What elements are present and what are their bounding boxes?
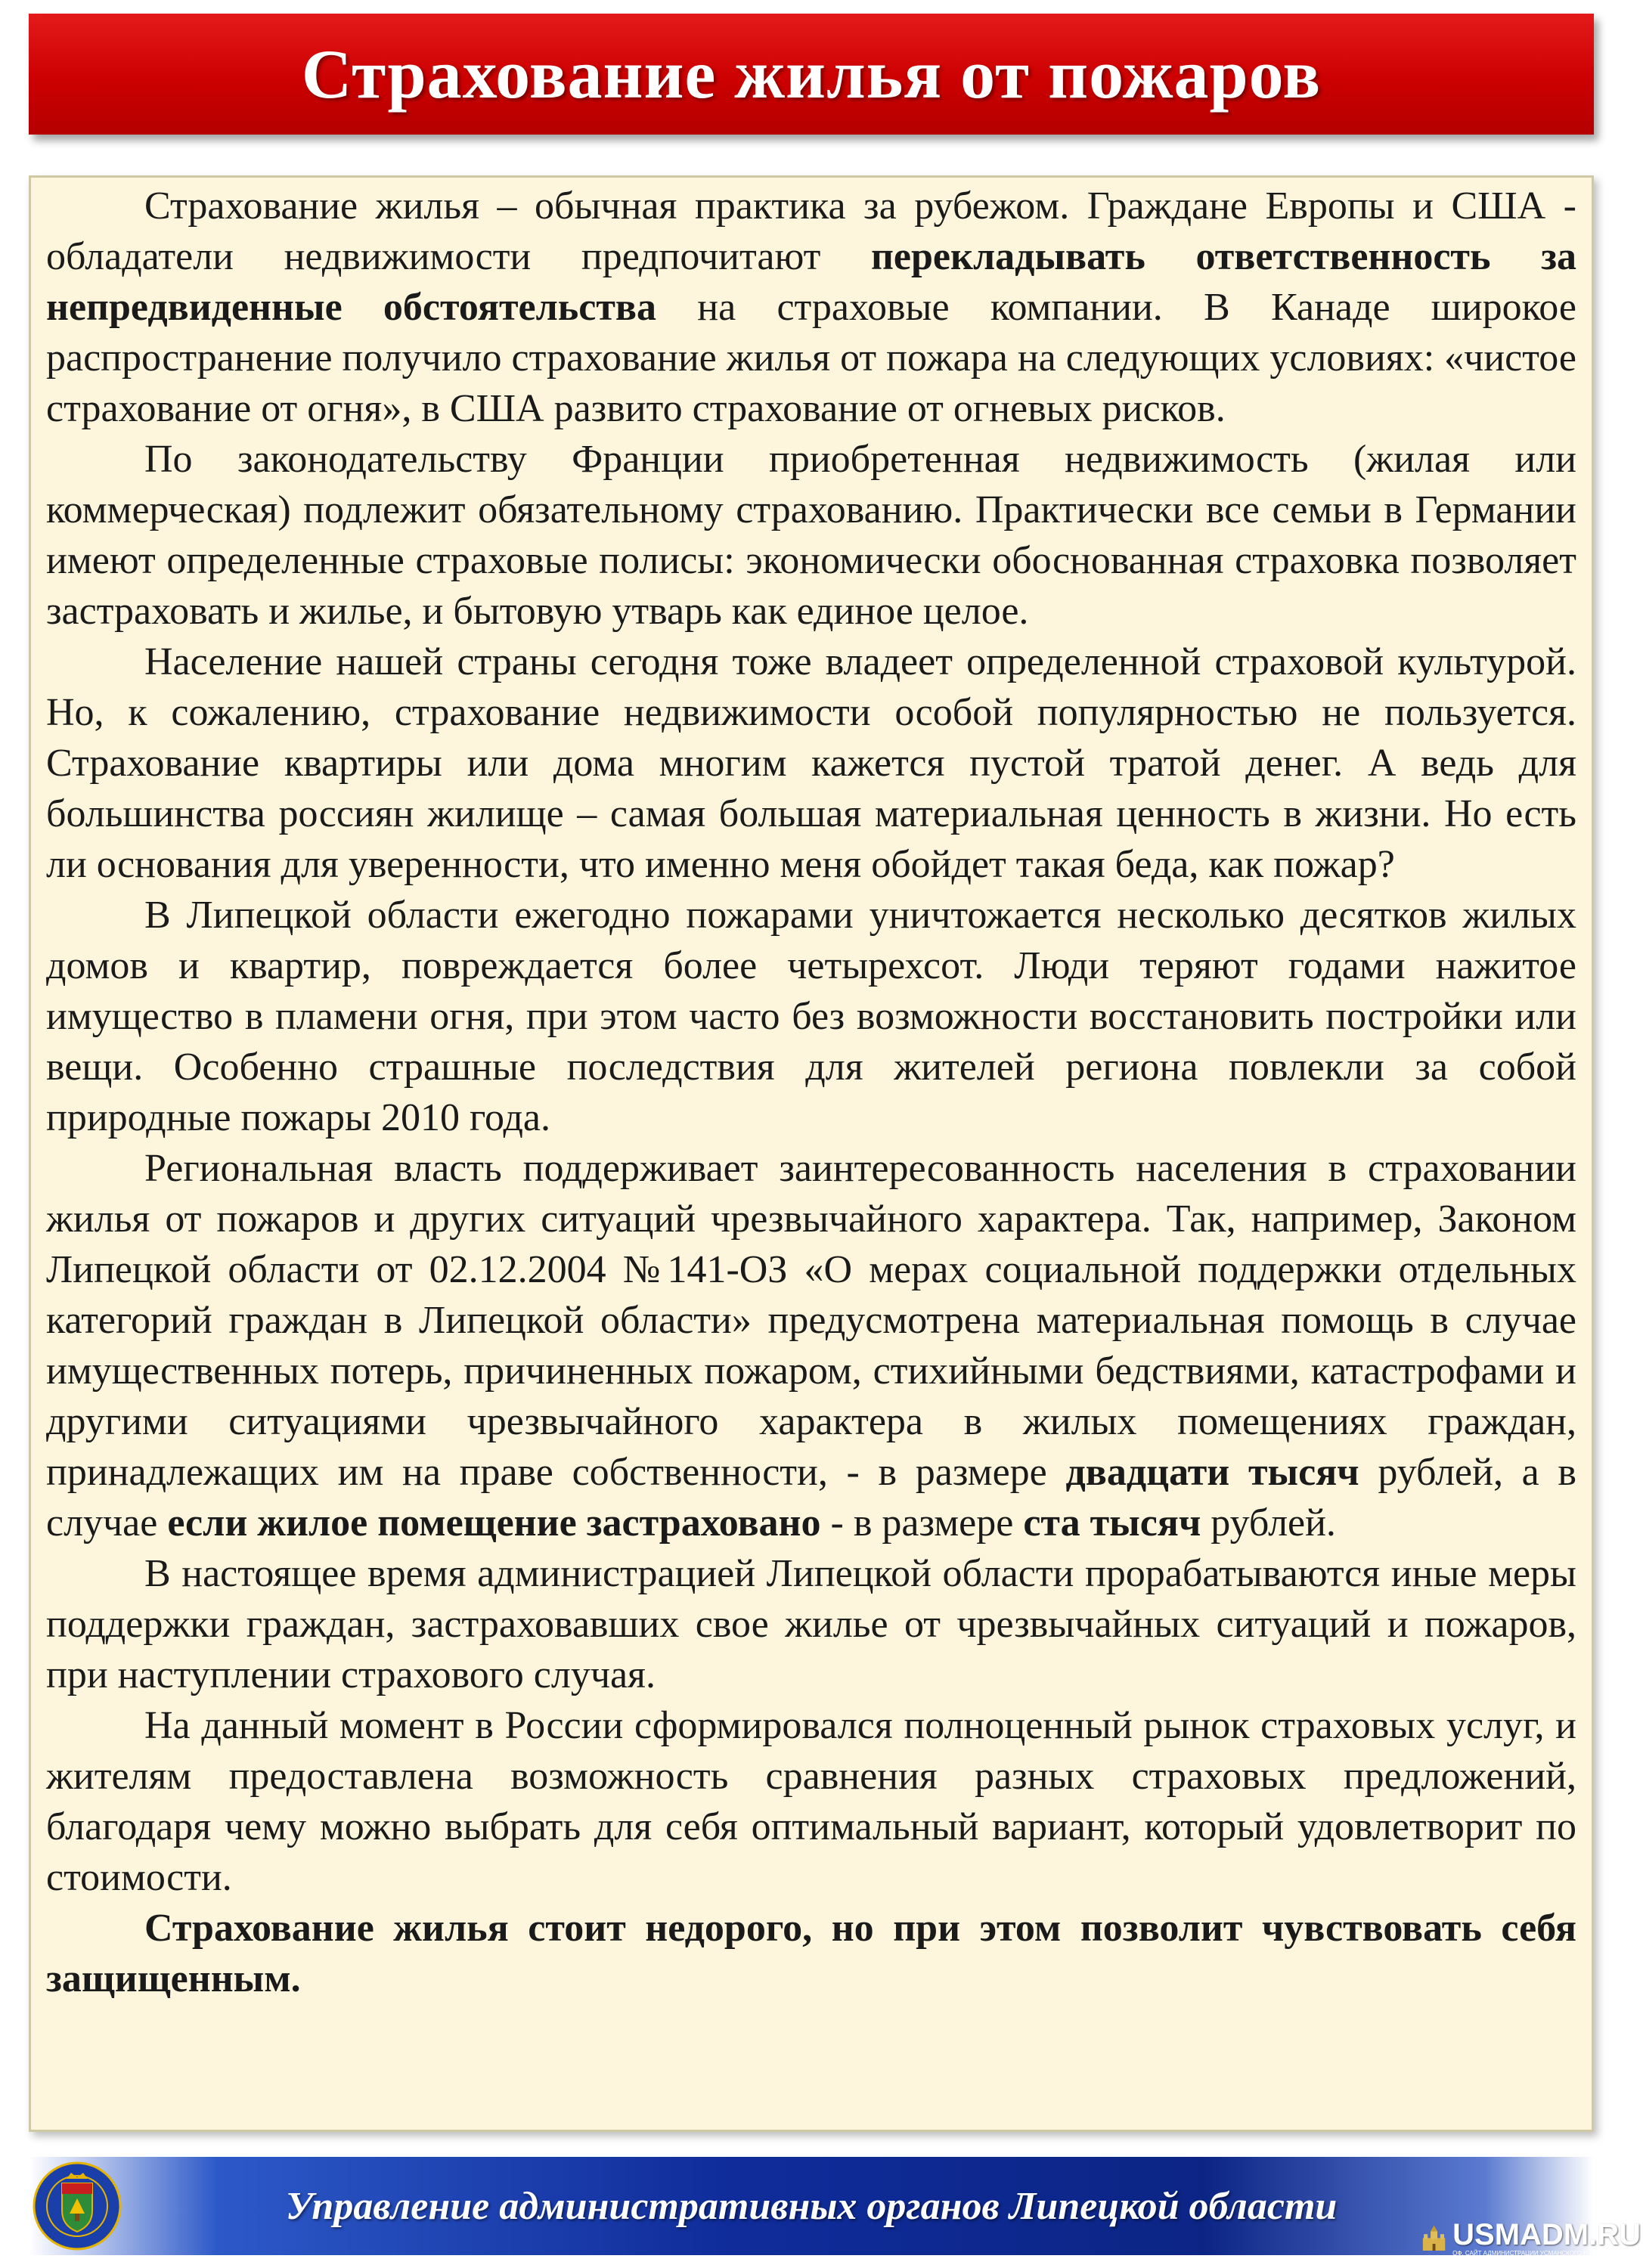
title-banner — [29, 14, 1594, 135]
article-body — [29, 175, 1594, 2132]
paragraph — [46, 637, 1576, 890]
footer-banner — [29, 2157, 1594, 2255]
emphasis-text: если жилое помещение застраховано — [167, 1501, 821, 1545]
body-text: По законодательству Франции приобретенная недвижимость (жилая или коммерческая) подлежит обязательному страхованию. Практически все семьи в Германии имеют определенные страховые полисы: экономически обоснованная страховка позволяет застраховать и жилье, и бытовую утварь как единое целое. — [46, 438, 1576, 633]
paragraph — [46, 890, 1576, 1143]
emphasis-text: перекладывать ответственность за непредвиденные обстоятельства — [46, 235, 1576, 329]
paragraph — [46, 181, 1576, 434]
emphasis-text: ста тысяч — [1023, 1501, 1201, 1545]
body-text: рублей, а в случае — [46, 1451, 1576, 1545]
footer-org-name: Управление административных органов Липецкой области — [285, 2184, 1338, 2228]
body-text: на страховые компании. В Канаде широкое распространение получило страхование жилья от пожара на следующих условиях: «чистое страхование от огня», в США развито страхование от огневых рисков. — [46, 286, 1576, 430]
body-text: рублей. — [1201, 1501, 1336, 1545]
body-text: В Липецкой области ежегодно пожарами уничтожается несколько десятков жилых домов и квартир, повреждается более четырехсот. Люди теряют годами нажитое имущество в пламени огня, при этом часто без возможности восстановить постройки или вещи. Особенно страшные последствия для жителей региона повлекли за собой природные пожары 2010 года. — [46, 894, 1576, 1139]
site-watermark — [1420, 2214, 1641, 2263]
paragraph — [46, 1903, 1576, 2004]
body-text: Региональная власть поддерживает заинтересованность населения в страховании жилья от пожаров и других ситуаций чрезвычайного характера. Так, например, Законом Липецкой области от 02.12.2004 №141-ОЗ «О мерах социальной поддержки отдельных категорий граждан в Липецкой области» предусмотрена материальная помощь в случае имущественных потерь, причиненных пожаром, стихийными бедствиями, катастрофами и другими ситуациями чрезвычайного характера в жилых помещениях граждан, принадлежащих им на праве собственности, - в размере — [46, 1147, 1576, 1494]
paragraph — [46, 434, 1576, 637]
lipetsk-coat-of-arms-icon — [32, 2161, 122, 2251]
body-text: Страхование жилья – обычная практика за рубежом. Граждане Европы и США - обладатели недвижимости предпочитают — [46, 184, 1576, 278]
watermark-caption: ОФ. САЙТ АДМИНИСТРАЦИИ УСМАНСКОГО Р-НА — [1452, 2250, 1598, 2257]
watermark-site-name: USMADM.RU — [1452, 2218, 1641, 2251]
kremlin-icon — [1420, 2217, 1448, 2260]
paragraph — [46, 1143, 1576, 1548]
body-text: Население нашей страны сегодня тоже владеет определенной страховой культурой. Но, к сожалению, страхование недвижимости особой популярностью не пользуется. Страхование квартиры или дома многим кажется пустой тратой денег. А ведь для большинства россиян жилище – самая большая материальная ценность в жизни. Но есть ли основания для уверенности, что именно меня обойдет такая беда, как пожар? — [46, 640, 1576, 886]
emphasis-text: Страхование жилья стоит недорого, но при этом позволит чувствовать себя защищенным. — [46, 1907, 1576, 2000]
body-text: На данный момент в России сформировался полноценный рынок страховых услуг, и жителям предоставлена возможность сравнения разных страховых предложений, благодаря чему можно выбрать для себя оптимальный вариант, который удовлетворит по стоимости. — [46, 1704, 1576, 1899]
paragraph — [46, 1548, 1576, 1700]
emphasis-text: двадцати тысяч — [1065, 1451, 1359, 1494]
page-title: Страхование жилья от пожаров — [301, 36, 1322, 113]
paragraph — [46, 1700, 1576, 1903]
body-text: В настоящее время администрацией Липецкой области прорабатываются иные меры поддержки граждан, застраховавших свое жилье от чрезвычайных ситуаций и пожаров, при наступлении страхового случая. — [46, 1552, 1576, 1696]
body-text: - в размере — [820, 1501, 1024, 1545]
